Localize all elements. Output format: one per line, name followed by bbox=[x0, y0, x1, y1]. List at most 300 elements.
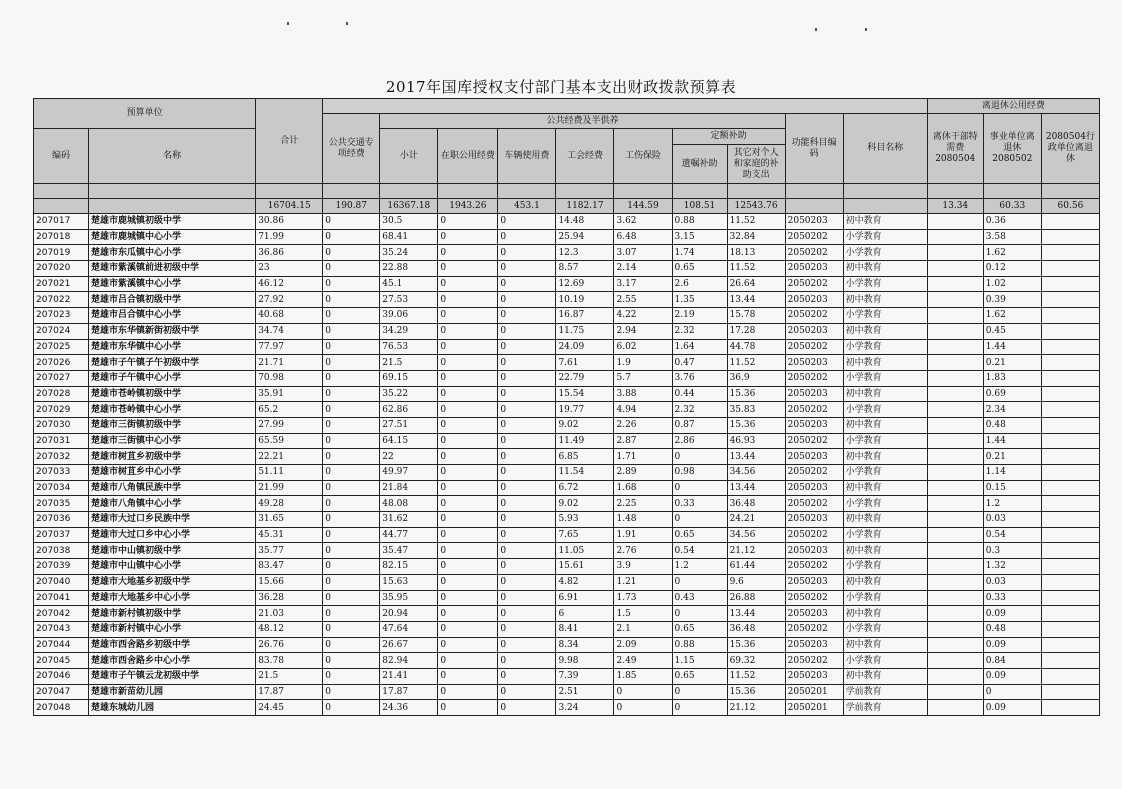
row-other: 46.93 bbox=[727, 433, 785, 449]
row-admin bbox=[1041, 370, 1099, 386]
row-func-code: 2050202 bbox=[785, 433, 843, 449]
row-name: 楚雄市三街镇中心小学 bbox=[89, 433, 256, 449]
row-inservice: 0 bbox=[438, 449, 498, 465]
row-inservice: 0 bbox=[438, 496, 498, 512]
row-retired bbox=[927, 355, 983, 371]
row-func-code: 2050203 bbox=[785, 574, 843, 590]
row-retired bbox=[927, 465, 983, 481]
row-vehicle: 0 bbox=[498, 574, 556, 590]
row-retired bbox=[927, 653, 983, 669]
blank-cell bbox=[785, 184, 843, 199]
row-inservice: 0 bbox=[438, 637, 498, 653]
row-inst: 0.09 bbox=[983, 668, 1041, 684]
row-vehicle: 0 bbox=[498, 417, 556, 433]
header-vehicle: 车辆使用费 bbox=[498, 129, 556, 184]
row-injury: 2.14 bbox=[614, 261, 672, 277]
table-row bbox=[34, 323, 1100, 339]
row-name: 楚雄市三街镇初级中学 bbox=[89, 417, 256, 433]
row-retired bbox=[927, 245, 983, 261]
row-inst: 0.03 bbox=[983, 512, 1041, 528]
row-inst: 0.33 bbox=[983, 590, 1041, 606]
row-inservice: 0 bbox=[438, 653, 498, 669]
blank-cell bbox=[498, 184, 556, 199]
row-other: 11.52 bbox=[727, 668, 785, 684]
row-transport: 0 bbox=[323, 323, 380, 339]
row-survivor: 0 bbox=[672, 684, 727, 700]
row-injury: 6.02 bbox=[614, 339, 672, 355]
row-retired bbox=[927, 386, 983, 402]
row-union: 25.94 bbox=[556, 229, 614, 245]
row-subject: 小学教育 bbox=[843, 245, 927, 261]
row-code: 207028 bbox=[34, 386, 89, 402]
row-subtotal: 68.41 bbox=[380, 229, 438, 245]
row-admin bbox=[1041, 496, 1099, 512]
blank-cell bbox=[843, 184, 927, 199]
row-code: 207040 bbox=[34, 574, 89, 590]
row-func-code: 2050202 bbox=[785, 496, 843, 512]
row-transport: 0 bbox=[323, 621, 380, 637]
row-retired bbox=[927, 276, 983, 292]
row-retired bbox=[927, 480, 983, 496]
row-subtotal: 20.94 bbox=[380, 606, 438, 622]
row-transport: 0 bbox=[323, 370, 380, 386]
row-func-code: 2050202 bbox=[785, 308, 843, 324]
row-inservice: 0 bbox=[438, 386, 498, 402]
row-total: 36.28 bbox=[256, 590, 323, 606]
row-union: 11.54 bbox=[556, 465, 614, 481]
row-injury: 2.76 bbox=[614, 543, 672, 559]
row-total: 83.47 bbox=[256, 559, 323, 575]
row-inservice: 0 bbox=[438, 668, 498, 684]
row-union: 9.02 bbox=[556, 496, 614, 512]
row-total: 35.91 bbox=[256, 386, 323, 402]
row-other: 26.88 bbox=[727, 590, 785, 606]
row-code: 207027 bbox=[34, 370, 89, 386]
row-retired bbox=[927, 590, 983, 606]
row-injury: 1.21 bbox=[614, 574, 672, 590]
header-code: 编码 bbox=[34, 129, 89, 184]
row-injury: 1.68 bbox=[614, 480, 672, 496]
row-subtotal: 22.88 bbox=[380, 261, 438, 277]
row-inst: 0.09 bbox=[983, 637, 1041, 653]
row-subtotal: 27.51 bbox=[380, 417, 438, 433]
row-vehicle: 0 bbox=[498, 559, 556, 575]
row-vehicle: 0 bbox=[498, 292, 556, 308]
row-transport: 0 bbox=[323, 653, 380, 669]
row-retired bbox=[927, 543, 983, 559]
row-func-code: 2050202 bbox=[785, 229, 843, 245]
row-survivor: 3.15 bbox=[672, 229, 727, 245]
row-func-code: 2050201 bbox=[785, 684, 843, 700]
header-total: 合计 bbox=[256, 99, 323, 184]
row-vehicle: 0 bbox=[498, 465, 556, 481]
table-row bbox=[34, 261, 1100, 277]
row-vehicle: 0 bbox=[498, 590, 556, 606]
row-inst: 0.36 bbox=[983, 214, 1041, 230]
row-total: 77.97 bbox=[256, 339, 323, 355]
row-name: 楚雄市新苗幼儿园 bbox=[89, 684, 256, 700]
row-transport: 0 bbox=[323, 684, 380, 700]
row-subtotal: 48.08 bbox=[380, 496, 438, 512]
row-code: 207023 bbox=[34, 308, 89, 324]
row-admin bbox=[1041, 276, 1099, 292]
total-retired: 13.34 bbox=[927, 199, 983, 214]
row-admin bbox=[1041, 527, 1099, 543]
row-code: 207042 bbox=[34, 606, 89, 622]
row-vehicle: 0 bbox=[498, 402, 556, 418]
row-inservice: 0 bbox=[438, 700, 498, 716]
row-inservice: 0 bbox=[438, 417, 498, 433]
row-survivor: 0 bbox=[672, 480, 727, 496]
row-injury: 2.1 bbox=[614, 621, 672, 637]
row-other: 36.48 bbox=[727, 621, 785, 637]
row-injury: 1.91 bbox=[614, 527, 672, 543]
row-injury: 2.26 bbox=[614, 417, 672, 433]
row-union: 11.05 bbox=[556, 543, 614, 559]
row-inservice: 0 bbox=[438, 355, 498, 371]
row-transport: 0 bbox=[323, 574, 380, 590]
row-total: 65.59 bbox=[256, 433, 323, 449]
row-inservice: 0 bbox=[438, 402, 498, 418]
row-inst: 0 bbox=[983, 684, 1041, 700]
row-subject: 小学教育 bbox=[843, 402, 927, 418]
row-code: 207030 bbox=[34, 417, 89, 433]
row-name: 楚雄市西舍路乡初级中学 bbox=[89, 637, 256, 653]
row-retired bbox=[927, 323, 983, 339]
total-subtotal: 16367.18 bbox=[380, 199, 438, 214]
row-inst: 0.48 bbox=[983, 621, 1041, 637]
row-transport: 0 bbox=[323, 245, 380, 261]
row-injury: 2.55 bbox=[614, 292, 672, 308]
row-func-code: 2050203 bbox=[785, 417, 843, 433]
row-union: 9.02 bbox=[556, 417, 614, 433]
row-subject: 学前教育 bbox=[843, 684, 927, 700]
row-transport: 0 bbox=[323, 512, 380, 528]
row-vehicle: 0 bbox=[498, 276, 556, 292]
row-func-code: 2050202 bbox=[785, 527, 843, 543]
row-total: 31.65 bbox=[256, 512, 323, 528]
row-subject: 初中教育 bbox=[843, 417, 927, 433]
row-code: 207020 bbox=[34, 261, 89, 277]
row-union: 9.98 bbox=[556, 653, 614, 669]
row-transport: 0 bbox=[323, 308, 380, 324]
row-code: 207034 bbox=[34, 480, 89, 496]
row-transport: 0 bbox=[323, 402, 380, 418]
row-other: 69.32 bbox=[727, 653, 785, 669]
row-total: 45.31 bbox=[256, 527, 323, 543]
row-union: 6.85 bbox=[556, 449, 614, 465]
row-survivor: 1.2 bbox=[672, 559, 727, 575]
row-code: 207038 bbox=[34, 543, 89, 559]
row-transport: 0 bbox=[323, 214, 380, 230]
row-vehicle: 0 bbox=[498, 606, 556, 622]
row-transport: 0 bbox=[323, 417, 380, 433]
row-survivor: 0.87 bbox=[672, 417, 727, 433]
row-func-code: 2050203 bbox=[785, 543, 843, 559]
row-inservice: 0 bbox=[438, 559, 498, 575]
blank-cell bbox=[556, 184, 614, 199]
row-retired bbox=[927, 668, 983, 684]
row-injury: 3.07 bbox=[614, 245, 672, 261]
row-survivor: 2.32 bbox=[672, 402, 727, 418]
row-subject: 小学教育 bbox=[843, 370, 927, 386]
row-func-code: 2050203 bbox=[785, 386, 843, 402]
row-admin bbox=[1041, 621, 1099, 637]
row-transport: 0 bbox=[323, 355, 380, 371]
row-name: 楚雄市中山镇初级中学 bbox=[89, 543, 256, 559]
row-func-code: 2050203 bbox=[785, 606, 843, 622]
row-name: 楚雄市大过口乡中心小学 bbox=[89, 527, 256, 543]
row-name: 楚雄市子午镇中心小学 bbox=[89, 370, 256, 386]
row-union: 22.79 bbox=[556, 370, 614, 386]
row-func-code: 2050202 bbox=[785, 339, 843, 355]
row-inservice: 0 bbox=[438, 339, 498, 355]
row-transport: 0 bbox=[323, 449, 380, 465]
blank-cell bbox=[927, 184, 983, 199]
row-subject: 小学教育 bbox=[843, 653, 927, 669]
row-name: 楚雄市八角镇中心小学 bbox=[89, 496, 256, 512]
row-func-code: 2050202 bbox=[785, 370, 843, 386]
row-inst: 0.69 bbox=[983, 386, 1041, 402]
row-name: 楚雄东城幼儿园 bbox=[89, 700, 256, 716]
row-inst: 0.21 bbox=[983, 449, 1041, 465]
row-union: 8.41 bbox=[556, 621, 614, 637]
row-other: 13.44 bbox=[727, 449, 785, 465]
row-inst: 0.84 bbox=[983, 653, 1041, 669]
row-total: 46.12 bbox=[256, 276, 323, 292]
row-union: 5.93 bbox=[556, 512, 614, 528]
row-total: 40.68 bbox=[256, 308, 323, 324]
row-vehicle: 0 bbox=[498, 653, 556, 669]
header-institution-retired: 事业单位离退休2080502 bbox=[983, 114, 1041, 184]
row-subtotal: 62.86 bbox=[380, 402, 438, 418]
row-survivor: 1.64 bbox=[672, 339, 727, 355]
row-subtotal: 49.97 bbox=[380, 465, 438, 481]
row-injury: 3.62 bbox=[614, 214, 672, 230]
budget-table bbox=[33, 98, 1100, 716]
row-other: 35.83 bbox=[727, 402, 785, 418]
row-total: 34.74 bbox=[256, 323, 323, 339]
row-subject: 初中教育 bbox=[843, 480, 927, 496]
row-retired bbox=[927, 684, 983, 700]
row-admin bbox=[1041, 308, 1099, 324]
row-union: 4.82 bbox=[556, 574, 614, 590]
row-transport: 0 bbox=[323, 339, 380, 355]
row-union: 12.69 bbox=[556, 276, 614, 292]
row-name: 楚雄市紫溪镇前进初级中学 bbox=[89, 261, 256, 277]
row-inservice: 0 bbox=[438, 370, 498, 386]
row-inservice: 0 bbox=[438, 323, 498, 339]
row-injury: 2.09 bbox=[614, 637, 672, 653]
row-union: 10.19 bbox=[556, 292, 614, 308]
row-inservice: 0 bbox=[438, 308, 498, 324]
row-transport: 0 bbox=[323, 386, 380, 402]
row-name: 楚雄市吕合镇初级中学 bbox=[89, 292, 256, 308]
header-unit-group: 预算单位 bbox=[34, 99, 256, 129]
row-subtotal: 21.84 bbox=[380, 480, 438, 496]
table-row bbox=[34, 339, 1100, 355]
row-admin bbox=[1041, 480, 1099, 496]
row-total: 23 bbox=[256, 261, 323, 277]
row-admin bbox=[1041, 700, 1099, 716]
row-transport: 0 bbox=[323, 496, 380, 512]
row-subtotal: 34.29 bbox=[380, 323, 438, 339]
row-total: 36.86 bbox=[256, 245, 323, 261]
table-row bbox=[34, 527, 1100, 543]
scan-speck bbox=[865, 28, 867, 31]
row-code: 207025 bbox=[34, 339, 89, 355]
row-subject: 初中教育 bbox=[843, 214, 927, 230]
total-union: 1182.17 bbox=[556, 199, 614, 214]
row-inst: 3.58 bbox=[983, 229, 1041, 245]
row-func-code: 2050203 bbox=[785, 512, 843, 528]
row-total: 49.28 bbox=[256, 496, 323, 512]
row-total: 27.99 bbox=[256, 417, 323, 433]
row-survivor: 0.65 bbox=[672, 621, 727, 637]
row-subtotal: 76.53 bbox=[380, 339, 438, 355]
header-other-subsidy: 其它对个人和家庭的补助支出 bbox=[727, 145, 785, 184]
row-injury: 0 bbox=[614, 700, 672, 716]
row-func-code: 2050202 bbox=[785, 465, 843, 481]
row-subject: 小学教育 bbox=[843, 496, 927, 512]
row-other: 61.44 bbox=[727, 559, 785, 575]
row-total: 17.87 bbox=[256, 684, 323, 700]
row-subject: 小学教育 bbox=[843, 433, 927, 449]
row-transport: 0 bbox=[323, 590, 380, 606]
row-injury: 2.94 bbox=[614, 323, 672, 339]
row-inservice: 0 bbox=[438, 512, 498, 528]
row-func-code: 2050203 bbox=[785, 323, 843, 339]
row-inst: 0.12 bbox=[983, 261, 1041, 277]
row-subject: 初中教育 bbox=[843, 512, 927, 528]
row-other: 9.6 bbox=[727, 574, 785, 590]
row-vehicle: 0 bbox=[498, 496, 556, 512]
row-other: 21.12 bbox=[727, 700, 785, 716]
row-union: 2.51 bbox=[556, 684, 614, 700]
row-subtotal: 31.62 bbox=[380, 512, 438, 528]
header-subject-name: 科目名称 bbox=[843, 114, 927, 184]
row-other: 44.78 bbox=[727, 339, 785, 355]
row-admin bbox=[1041, 543, 1099, 559]
table-row bbox=[34, 465, 1100, 481]
row-vehicle: 0 bbox=[498, 543, 556, 559]
row-survivor: 0.88 bbox=[672, 637, 727, 653]
table-row bbox=[34, 245, 1100, 261]
row-subtotal: 39.06 bbox=[380, 308, 438, 324]
row-subtotal: 44.77 bbox=[380, 527, 438, 543]
row-subject: 初中教育 bbox=[843, 386, 927, 402]
row-func-code: 2050203 bbox=[785, 261, 843, 277]
row-admin bbox=[1041, 465, 1099, 481]
row-name: 楚雄市新村镇中心小学 bbox=[89, 621, 256, 637]
totals-row bbox=[34, 199, 1100, 214]
header-func-code: 功能科目编码 bbox=[785, 114, 843, 184]
row-admin bbox=[1041, 386, 1099, 402]
row-name: 楚雄市子午镇云龙初级中学 bbox=[89, 668, 256, 684]
row-inservice: 0 bbox=[438, 276, 498, 292]
row-other: 36.48 bbox=[727, 496, 785, 512]
row-vehicle: 0 bbox=[498, 527, 556, 543]
row-inservice: 0 bbox=[438, 621, 498, 637]
row-other: 15.36 bbox=[727, 684, 785, 700]
total-injury: 144.59 bbox=[614, 199, 672, 214]
row-total: 48.12 bbox=[256, 621, 323, 637]
row-subject: 小学教育 bbox=[843, 527, 927, 543]
row-total: 83.78 bbox=[256, 653, 323, 669]
row-subtotal: 22 bbox=[380, 449, 438, 465]
row-subtotal: 17.87 bbox=[380, 684, 438, 700]
row-total: 70.98 bbox=[256, 370, 323, 386]
header-injury: 工伤保险 bbox=[614, 129, 672, 184]
row-subject: 初中教育 bbox=[843, 261, 927, 277]
row-injury: 2.49 bbox=[614, 653, 672, 669]
row-inservice: 0 bbox=[438, 465, 498, 481]
row-code: 207041 bbox=[34, 590, 89, 606]
row-code: 207046 bbox=[34, 668, 89, 684]
row-admin bbox=[1041, 261, 1099, 277]
header-public-transport: 公共交通专项经费 bbox=[323, 114, 380, 184]
row-retired bbox=[927, 214, 983, 230]
row-subject: 小学教育 bbox=[843, 621, 927, 637]
blank-cell bbox=[34, 184, 89, 199]
row-vehicle: 0 bbox=[498, 512, 556, 528]
row-subtotal: 24.36 bbox=[380, 700, 438, 716]
row-subject: 小学教育 bbox=[843, 590, 927, 606]
row-inst: 0.21 bbox=[983, 355, 1041, 371]
row-total: 22.21 bbox=[256, 449, 323, 465]
row-retired bbox=[927, 308, 983, 324]
blank-cell bbox=[672, 184, 727, 199]
row-admin bbox=[1041, 402, 1099, 418]
row-other: 34.56 bbox=[727, 465, 785, 481]
row-transport: 0 bbox=[323, 276, 380, 292]
row-other: 13.44 bbox=[727, 606, 785, 622]
row-injury: 1.48 bbox=[614, 512, 672, 528]
row-injury: 4.22 bbox=[614, 308, 672, 324]
row-survivor: 0.43 bbox=[672, 590, 727, 606]
header-inservice-public: 在职公用经费 bbox=[438, 129, 498, 184]
row-union: 12.3 bbox=[556, 245, 614, 261]
row-subject: 初中教育 bbox=[843, 292, 927, 308]
row-subject: 学前教育 bbox=[843, 700, 927, 716]
row-retired bbox=[927, 339, 983, 355]
row-transport: 0 bbox=[323, 559, 380, 575]
row-retired bbox=[927, 621, 983, 637]
table-row bbox=[34, 637, 1100, 653]
row-func-code: 2050202 bbox=[785, 621, 843, 637]
row-code: 207043 bbox=[34, 621, 89, 637]
row-retired bbox=[927, 229, 983, 245]
row-retired bbox=[927, 527, 983, 543]
header-spacer bbox=[323, 99, 927, 114]
row-func-code: 2050202 bbox=[785, 402, 843, 418]
row-survivor: 0.65 bbox=[672, 261, 727, 277]
row-total: 26.76 bbox=[256, 637, 323, 653]
row-code: 207017 bbox=[34, 214, 89, 230]
row-inst: 0.54 bbox=[983, 527, 1041, 543]
row-admin bbox=[1041, 449, 1099, 465]
row-retired bbox=[927, 512, 983, 528]
row-name: 楚雄市新村镇初级中学 bbox=[89, 606, 256, 622]
row-admin bbox=[1041, 323, 1099, 339]
blank-cell bbox=[256, 184, 323, 199]
row-subtotal: 35.22 bbox=[380, 386, 438, 402]
row-subject: 小学教育 bbox=[843, 276, 927, 292]
row-code: 207047 bbox=[34, 684, 89, 700]
row-retired bbox=[927, 433, 983, 449]
row-inst: 0.45 bbox=[983, 323, 1041, 339]
row-union: 14.48 bbox=[556, 214, 614, 230]
